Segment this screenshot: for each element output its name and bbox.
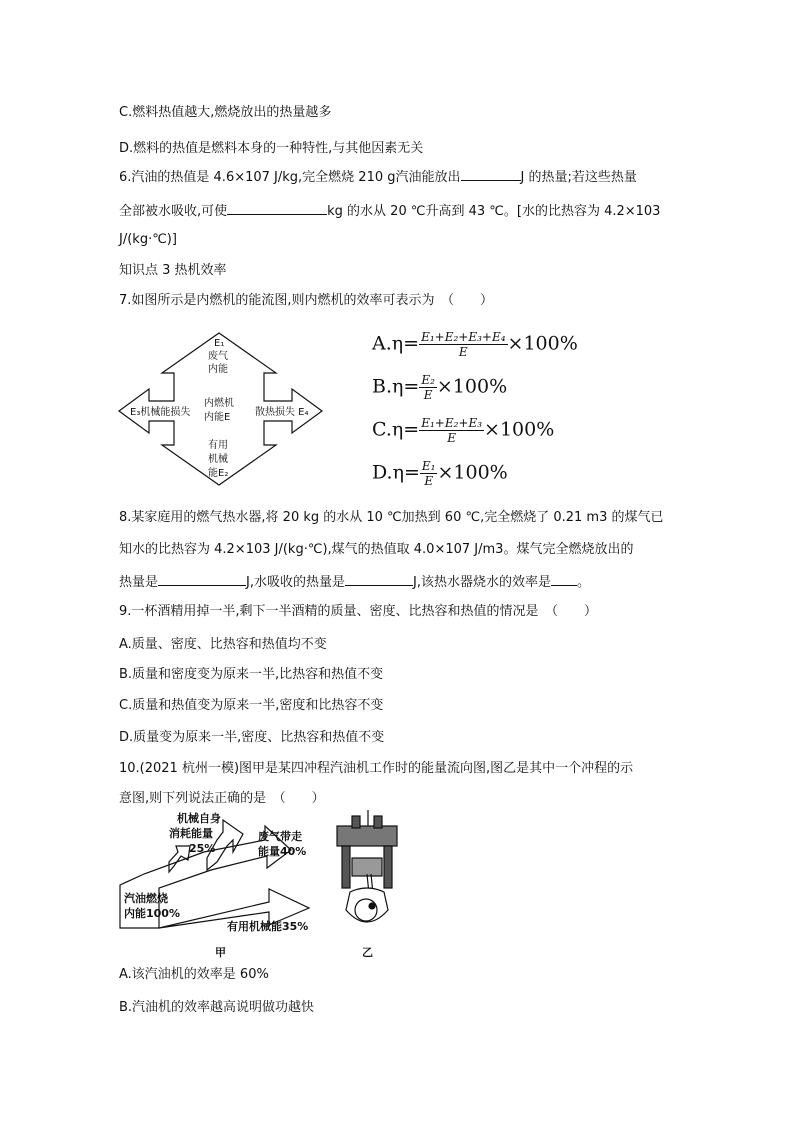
q7-c-denominator: E: [447, 431, 456, 445]
q7-c-numerator: E₁+E₂+E₃: [421, 416, 483, 430]
q7-c-suffix: ×100%: [484, 418, 555, 441]
q5-option-c: C.燃料热值越大,燃烧放出的热量越多: [119, 105, 332, 120]
fig10-mech-loss-2: 消耗能量: [169, 827, 213, 840]
q7-b-fraction: [419, 373, 437, 402]
q8-text-1: 热量是: [119, 575, 159, 590]
q10-figure-yi: [332, 808, 404, 958]
q7-option-d: [372, 459, 508, 488]
q10-option-a: A.该汽油机的效率是 60%: [119, 967, 269, 982]
q8-line-1: 8.某家庭用的燃气热水器,将 20 kg 的水从 10 ℃加热到 60 ℃,完全燃烧了 0.21 m3 的煤气已: [119, 510, 664, 525]
fig10-label-yi: 乙: [362, 946, 373, 958]
q8-text-2: J,水吸收的热量是: [246, 575, 345, 590]
q7-d-denominator: E: [424, 474, 434, 488]
q9-option-d: D.质量变为原来一半,密度、比热容和热值不变: [119, 730, 385, 745]
fig7-top-label-1: 废气: [208, 351, 228, 362]
q6-text-c: 全部被水吸收,可使: [119, 204, 228, 219]
fig10-fuel-2: 内能100%: [124, 907, 180, 920]
q9-option-b: B.质量和密度变为原来一半,比热容和热值不变: [119, 667, 384, 682]
q6-blank-1[interactable]: [461, 167, 521, 181]
q8-text-3: J,该热水器烧水的效率是: [412, 575, 551, 590]
q10-option-b: B.汽油机的效率越高说明做功越快: [119, 1000, 315, 1015]
fig10-exhaust-1: 废气带走: [258, 830, 302, 843]
fig7-right-label: 散热损失 E₄: [255, 407, 309, 418]
fig7-bottom-label-3: 能E₂: [208, 468, 229, 479]
q7-a-fraction: [419, 330, 507, 359]
q7-a-suffix: ×100%: [507, 332, 578, 355]
q7-a-prefix: A.η=: [372, 332, 420, 355]
fig10-mech-loss-1: 机械自身: [177, 812, 221, 825]
q7-option-b: [372, 373, 507, 402]
fig7-bottom-label-1: 有用: [208, 440, 228, 451]
q10-stem-1: 10.(2021 杭州一模)图甲是某四冲程汽油机工作时的能量流向图,图乙是其中一个冲程的示: [119, 761, 634, 776]
q8-blank-2[interactable]: [345, 572, 413, 586]
q7-c-prefix: C.η=: [372, 418, 420, 441]
q7-option-a: [372, 330, 578, 359]
q6-text-b: J 的热量;若这些热量: [520, 170, 637, 185]
fig10-label-jia: 甲: [215, 946, 226, 959]
fig10-fuel-1: 汽油燃烧: [124, 892, 168, 905]
q7-c-fraction: [419, 416, 484, 445]
q7-b-denominator: E: [423, 388, 433, 402]
q10-stem-2: 意图,则下列说法正确的是 （ ）: [119, 791, 325, 806]
knowledge-point-3: 知识点 3 热机效率: [119, 263, 227, 278]
q9-option-a: A.质量、密度、比热容和热值均不变: [119, 637, 327, 652]
q8-line-3: [119, 572, 590, 592]
q6-text-a: 6.汽油的热值是 4.6×107 J/kg,完全燃烧 210 g汽油能放出: [119, 170, 461, 185]
fig7-center-label-2: 内能E: [204, 412, 231, 423]
q8-line-2: 知水的比热容为 4.2×103 J/(kg·℃),煤气的热值取 4.0×107 J/m3。煤气完全燃烧放出的: [119, 542, 634, 557]
q7-d-fraction: [420, 459, 438, 488]
q7-d-prefix: D.η=: [372, 461, 420, 484]
q7-b-prefix: B.η=: [372, 375, 420, 398]
q8-text-4: 。: [576, 575, 590, 590]
q7-b-numerator: E₂: [421, 373, 435, 387]
fig10-mech-loss-3: 25%: [189, 842, 216, 855]
q6-line-3: J/(kg·℃)]: [119, 232, 177, 247]
q7-a-numerator: E₁+E₂+E₃+E₄: [421, 330, 506, 344]
q7-option-c: [372, 416, 554, 445]
q5-option-d: D.燃料的热值是燃料本身的一种特性,与其他因素无关: [119, 141, 424, 156]
q8-blank-3[interactable]: [551, 572, 577, 586]
engine-cylinder-icon: [337, 810, 397, 922]
q7-d-suffix: ×100%: [437, 461, 508, 484]
q10-figure-jia: [119, 810, 324, 960]
q7-a-denominator: E: [458, 345, 468, 359]
fig7-center-label-1: 内燃机: [204, 398, 234, 409]
fig10-exhaust-2: 能量40%: [258, 845, 307, 858]
fig7-left-label: E₃机械能损失: [130, 407, 191, 418]
q7-energy-flow-diagram: [116, 328, 326, 488]
q7-stem: 7.如图所示是内燃机的能流图,则内燃机的效率可表示为 （ ）: [119, 293, 494, 308]
q7-b-suffix: ×100%: [436, 375, 508, 398]
q8-blank-1[interactable]: [158, 572, 246, 586]
q9-stem: 9.一杯酒精用掉一半,剩下一半酒精的质量、密度、比热容和热值的情况是 （ ）: [119, 604, 598, 619]
q6-line-2: [119, 201, 660, 221]
q6-line-1: [119, 167, 637, 187]
fig7-top-label-2: 内能: [208, 364, 228, 375]
fig7-top-energy: E₁: [214, 338, 225, 349]
q9-option-c: C.质量和热值变为原来一半,密度和比热容不变: [119, 698, 384, 713]
q7-d-numerator: E₁: [421, 459, 436, 473]
q6-text-d: kg 的水从 20 ℃升高到 43 ℃。[水的比热容为 4.2×103: [327, 204, 661, 219]
fig10-useful: 有用机械能35%: [227, 920, 309, 933]
fig7-bottom-label-2: 机械: [208, 454, 228, 465]
q6-blank-2[interactable]: [227, 201, 327, 215]
